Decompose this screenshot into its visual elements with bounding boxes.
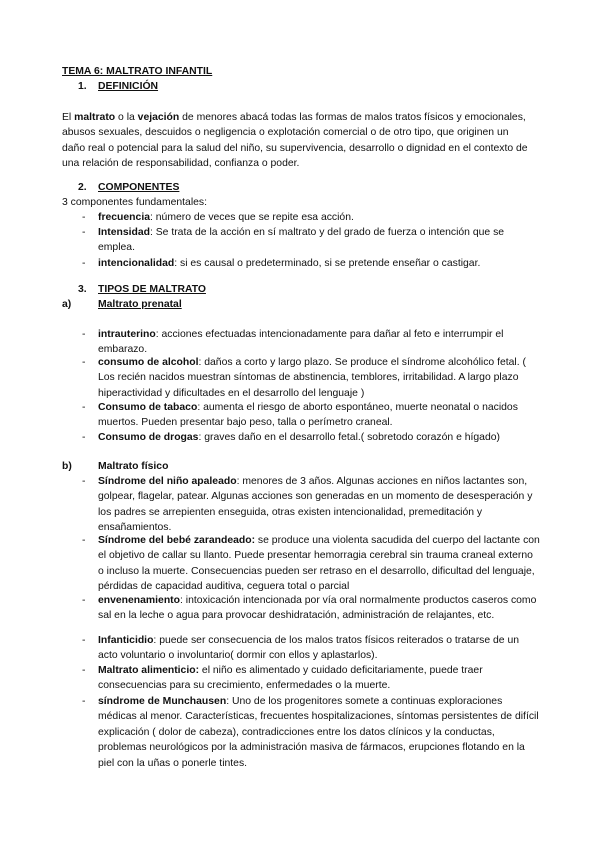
subsection-letter: a) xyxy=(62,299,72,310)
item-desc: : puede ser consecuencia de los malos tratos físicos reiterados o tratarse de un acto voluntario o involuntario( dormir con ellos y aplastarlos). xyxy=(98,635,520,662)
section-number: 2. xyxy=(78,182,87,193)
item-desc: : daños a corto y largo plazo. Se produce el síndrome alcohólico fetal. ( Los recién nacidos muestran síntomas de abstinencia, temblores, irritabilidad. A largo plazo hiperactividad y dificultades en el desarrollo del lenguaje ) xyxy=(98,357,526,399)
bullet-dash: - xyxy=(82,357,86,368)
definition-text: de menores abacá todas las formas de malos tratos físicos y emocionales, abusos sexuales, descuidos o negligencia o explotación comercial o de otro tipo, que originen un daño real o potencial para la salud del niño, su supervivencia, desarrollo o dignidad en el contexto de una relación de responsabilidad, confianza o poder. xyxy=(62,112,528,170)
subsection-fisico-heading xyxy=(62,459,168,474)
item-desc: el niño es alimentado y cuidado deficitariamente, puede traer consecuencias para su crecimiento, enfermedades o la muerte. xyxy=(98,665,483,692)
item-term: Consumo de drogas xyxy=(98,432,199,443)
section-label: TIPOS DE MALTRATO xyxy=(98,284,206,295)
item-desc: : aumenta el riesgo de aborto espontáneo, muerte neonatal o nacidos muertos. Pueden presentar bajo peso, talla o perímetro craneal. xyxy=(98,402,518,429)
list-item-nino-apaleado xyxy=(82,474,540,536)
item-term: síndrome de Munchausen xyxy=(98,696,227,707)
item-term: intrauterino xyxy=(98,329,156,340)
section-label: COMPONENTES xyxy=(98,182,180,193)
components-intro: 3 componentes fundamentales: xyxy=(62,197,207,208)
bullet-dash: - xyxy=(82,476,86,487)
section-number: 1. xyxy=(78,81,87,92)
list-item-consumo-alcohol xyxy=(82,355,540,401)
list-item-envenenamiento xyxy=(82,593,540,624)
list-item-maltrato-alimenticio xyxy=(82,663,540,694)
item-desc: : acciones efectuadas intencionadamente para dañar al feto e interrumpir el embarazo. xyxy=(98,329,504,356)
definition-text: El xyxy=(62,112,75,123)
subsection-letter: b) xyxy=(62,461,72,472)
item-term: Consumo de tabaco xyxy=(98,402,198,413)
section-number: 3. xyxy=(78,284,87,295)
bullet-dash: - xyxy=(82,696,86,707)
item-term: frecuencia xyxy=(98,212,150,223)
item-desc: : intoxicación intencionada por vía oral normalmente productos caseros como sal en la leche o agua para provocar deshidratación, administración de relajantes, etc. xyxy=(98,595,537,622)
item-term: consumo de alcohol xyxy=(98,357,199,368)
definition-text: o la xyxy=(115,112,138,123)
document-title: TEMA 6: MALTRATO INFANTIL xyxy=(62,66,213,77)
section-componentes-heading xyxy=(78,180,179,195)
item-term: Síndrome del bebé zarandeado: xyxy=(98,535,256,546)
item-desc: : graves daño en el desarrollo fetal.( sobretodo corazón e hígado) xyxy=(198,432,500,443)
subsection-label: Maltrato prenatal xyxy=(98,299,182,310)
item-desc: : Uno de los progenitores somete a continuas exploraciones médicas al menor. Características, frecuentes hospitalizaciones, síntomas persistentes de difícil explicación ( dolor de cabeza), contradicciones entre los datos clínicos y la conductas, problemas neurológicos por la administración masiva de fármacos, erupciones flotando en la piel con la uñas o ponerle tintes. xyxy=(98,696,539,769)
bullet-dash: - xyxy=(82,665,86,676)
definition-term-maltrato: maltrato xyxy=(74,112,116,123)
item-term: Maltrato alimenticio: xyxy=(98,665,200,676)
bullet-dash: - xyxy=(82,212,86,223)
item-term: Infanticidio xyxy=(98,635,154,646)
definition-term-vejacion: vejación xyxy=(137,112,180,123)
item-desc: : número de veces que se repite esa acción. xyxy=(149,212,354,223)
list-item-intensidad xyxy=(82,225,540,256)
item-desc: : si es causal o predeterminado, si se pretende enseñar o castigar. xyxy=(174,258,481,269)
bullet-dash: - xyxy=(82,227,86,238)
bullet-dash: - xyxy=(82,635,86,646)
list-item-consumo-drogas xyxy=(82,430,540,445)
item-term: intencionalidad xyxy=(98,258,175,269)
list-item-consumo-tabaco xyxy=(82,400,540,431)
subsection-label: Maltrato físico xyxy=(98,461,169,472)
bullet-dash: - xyxy=(82,535,86,546)
item-term: Síndrome del niño apaleado xyxy=(98,476,237,487)
list-item-bebe-zarandeado xyxy=(82,533,540,595)
bullet-dash: - xyxy=(82,402,86,413)
list-item-infanticidio xyxy=(82,633,540,664)
definition-paragraph xyxy=(62,110,532,172)
item-desc: : Se trata de la acción en sí maltrato y del grado de fuerza o intención que se emplea. xyxy=(98,227,505,254)
subsection-prenatal-heading xyxy=(62,297,182,312)
list-item-intrauterino xyxy=(82,327,540,358)
bullet-dash: - xyxy=(82,258,86,269)
item-desc: se produce una violenta sacudida del cuerpo del lactante con el objetivo de callar su llanto. Puede presentar hemorragia cerebral sin trauma craneal externo o incluso la muerte. Consecuencias pueden ser retraso en el desarrollo, dificultad del lenguaje, pérdidas de capacidad auditiva, ceguera total o parcial xyxy=(98,535,540,593)
bullet-dash: - xyxy=(82,329,86,340)
list-item-intencionalidad xyxy=(82,256,540,271)
item-term: envenenamiento xyxy=(98,595,180,606)
bullet-dash: - xyxy=(82,595,86,606)
bullet-dash: - xyxy=(82,432,86,443)
list-item-munchausen xyxy=(82,694,540,771)
item-desc: : menores de 3 años. Algunas acciones en niños lactantes son, golpear, flagelar, patear. Algunas acciones son generadas en un momento de desesperación y los padres se arrepienten enseguida, otras existen intencionalidad, premeditación y ensañamientos. xyxy=(98,476,533,534)
list-item-frecuencia xyxy=(82,210,540,225)
item-term: Intensidad xyxy=(98,227,150,238)
section-label: DEFINICIÓN xyxy=(98,81,159,92)
section-definicion-heading xyxy=(78,79,158,94)
section-tipos-heading xyxy=(78,282,206,297)
